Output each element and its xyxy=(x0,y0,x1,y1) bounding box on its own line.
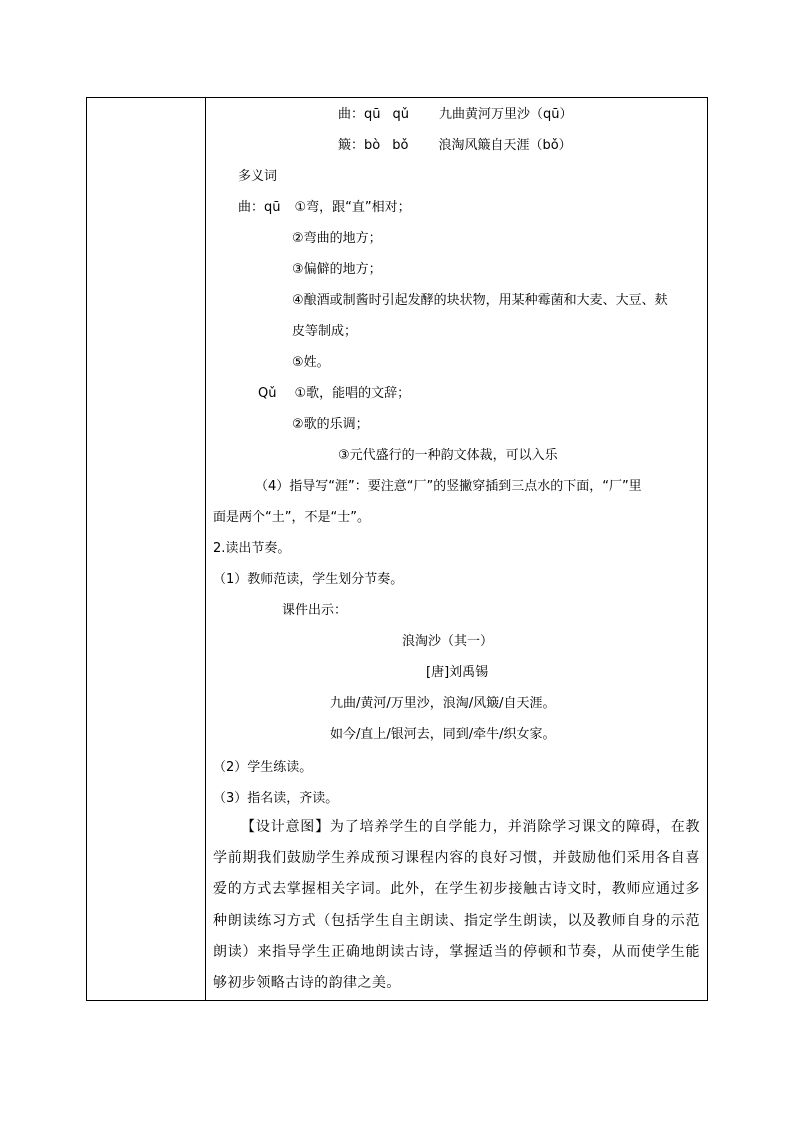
design-intent-title: 【设计意图】 xyxy=(241,819,330,835)
bo-label: 簸： xyxy=(338,138,365,153)
qu-meaning-1: ①弯，跟“直”相对； xyxy=(294,200,411,215)
poem-title: 浪淘沙（其一） xyxy=(402,634,494,649)
teacher-read-line: （1）教师范读，学生划分节奏。 xyxy=(213,572,404,587)
qu-meaning-3: ③偏僻的地方； xyxy=(292,262,382,277)
column-divider xyxy=(205,98,206,1000)
design-intent-body: 为了培养学生的自学能力，并消除学习课文的障碍，在教学前期我们鼓励学生养成预习课程内容的良好习惯，并鼓励他们采用各自喜爱的方式去掌握相关字词。此外，在学生初步接触古诗文时，教师应通过多种朗读练习方式（包括学生自主朗读、指定学生朗读，以及教师自身的示范朗读）来指导学生正确地朗读古诗，掌握适当的停顿和节奏，从而使学生能够初步领略古诗的韵律之美。 xyxy=(213,819,701,992)
qu-meaning-label: 曲： xyxy=(238,200,265,215)
read-rhythm-heading: 2.读出节奏。 xyxy=(213,541,291,556)
poem-line-2: 如今/直上/银河去，同到/牵牛/织女家。 xyxy=(330,727,556,742)
qu-label: 曲： xyxy=(338,107,365,122)
named-read-line: （3）指名读，齐读。 xyxy=(213,791,339,806)
qu-meaning-4a: ④酿酒或制酱时引起发酵的块状物，用某种霉菌和大麦、大豆、麸 xyxy=(292,293,668,308)
student-practice-line: （2）学生练读。 xyxy=(213,760,313,775)
qu3-pinyin: Qǔ xyxy=(258,386,277,401)
qu3-meaning-3: ③元代盛行的一种韵文体裁，可以入乐 xyxy=(338,448,558,463)
qu-example: 九曲黄河万里沙（qū） xyxy=(439,107,573,122)
qu-meaning-2: ②弯曲的地方； xyxy=(292,231,382,246)
qu-meaning-pinyin: qū xyxy=(264,200,281,215)
bo-pinyin-2: bǒ xyxy=(392,138,409,153)
qu3-meaning-1: ①歌，能唱的文辞； xyxy=(294,386,411,401)
qu-meaning-5: ⑤姓。 xyxy=(292,355,330,370)
design-intent-paragraph xyxy=(213,812,700,999)
poem-line-1: 九曲/黄河/万里沙，浪淘/风簸/自天涯。 xyxy=(330,696,556,711)
courseware-line: 课件出示： xyxy=(282,603,348,618)
qu3-meanings-first-line xyxy=(258,385,410,403)
guide-write-line-2: 面是两个“土”，不是“士”。 xyxy=(213,510,370,525)
qu3-meaning-2: ②歌的乐调； xyxy=(292,417,369,432)
bo-pinyin-1: bò xyxy=(364,138,381,153)
poem-author: [唐]刘禹锡 xyxy=(426,665,489,680)
polysemy-heading: 多义词 xyxy=(238,169,278,184)
qu-pinyin-1: qū xyxy=(364,107,381,122)
qu-meaning-4b: 皮等制成； xyxy=(292,324,358,339)
bo-pronunciation-line xyxy=(338,137,572,155)
qu-pinyin-2: qǔ xyxy=(392,107,410,122)
bo-example: 浪淘风簸自天涯（bǒ） xyxy=(438,138,572,153)
guide-write-line-1: （4）指导写“涯”：要注意“厂”的竖撇穿插到三点水的下面，“厂”里 xyxy=(255,479,642,494)
qu-pronunciation-line xyxy=(338,106,573,124)
qu-meanings-first-line xyxy=(238,199,411,217)
